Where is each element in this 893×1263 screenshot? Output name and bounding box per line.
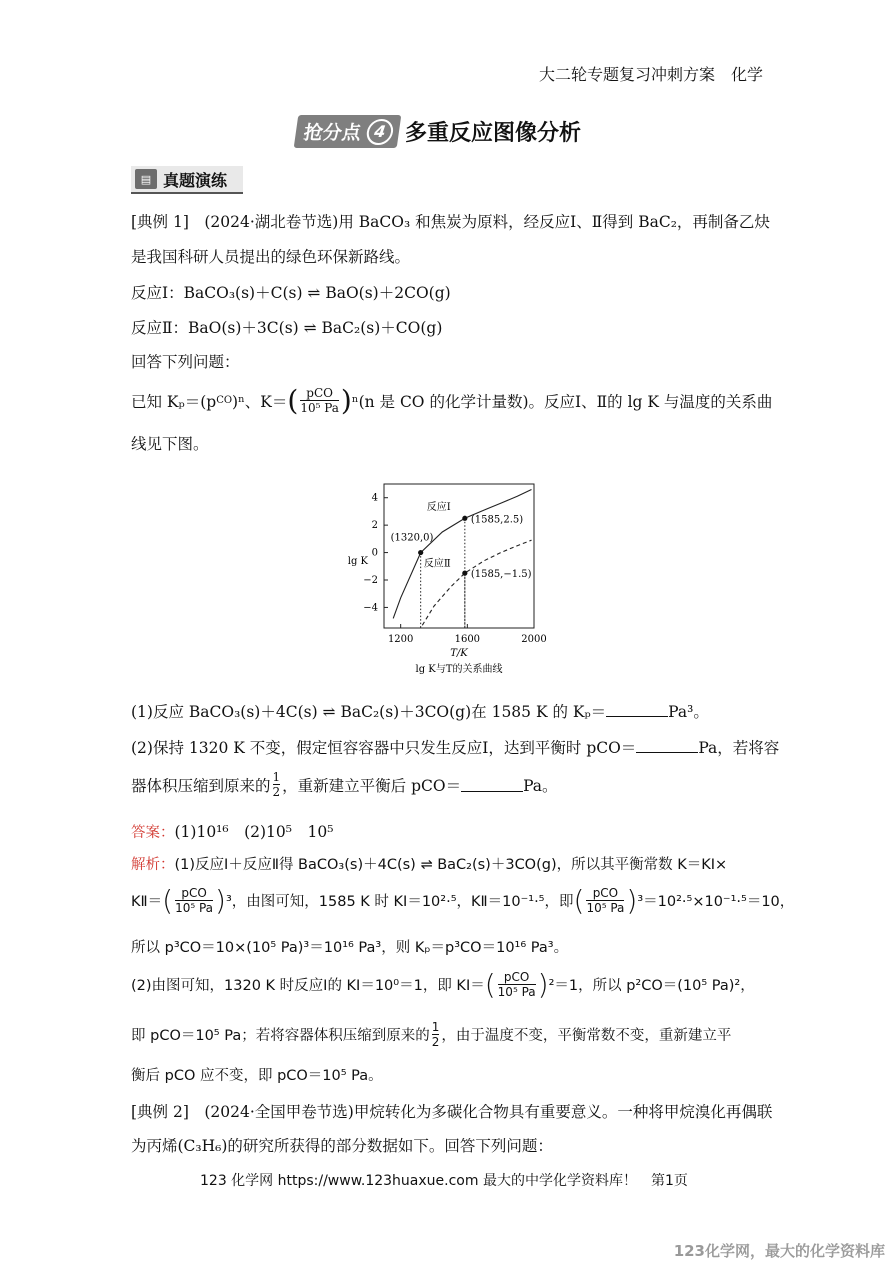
ex1-analysis-3: 所以 p³CO＝10×(10⁵ Pa)³＝10¹⁶ Pa³，则 Kₚ＝p³CO＝10¹⁶ Pa³。 <box>131 940 569 956</box>
analysis-2-c: ³＝10²·⁵×10⁻¹·⁵＝10， <box>637 894 795 910</box>
answer-text: (1)10¹⁶ (2)10⁵ 10⁵ <box>174 823 334 841</box>
q2-frac-den: 2 <box>272 785 281 799</box>
section-tag <box>131 166 243 194</box>
ex1-analysis-2 <box>131 884 794 917</box>
x-tick-label: 2000 <box>521 634 547 645</box>
answer-label: 答案： <box>131 825 175 841</box>
q1-unit: Pa³。 <box>668 703 709 721</box>
analysis-2-a: KⅡ＝ <box>131 894 163 910</box>
q1-text: (1)反应 BaCO₃(s)＋4C(s) ⇌ BaC₂(s)＋3CO(g)在 1585 K 的 Kₚ＝ <box>131 703 607 721</box>
a2b-den: 10⁵ Pa <box>586 901 625 915</box>
ex2-line-1: [典例 2] (2024·全国甲卷节选)甲烷转化为多碳化合物具有重要意义。一种将甲烷溴化再偶联 <box>131 1103 773 1121</box>
x-tick-label: 1600 <box>454 634 481 645</box>
ex1-analysis-5 <box>131 1020 731 1049</box>
known-sub: CO <box>216 395 233 406</box>
q2-blank-2 <box>461 777 523 792</box>
y-tick-label: −4 <box>363 602 378 614</box>
page-header: 大二轮专题复习冲刺方案 化学 <box>538 65 763 84</box>
x-axis-label: T/K <box>450 648 468 659</box>
analysis-2-frac-b <box>586 886 624 915</box>
a5-num: 1 <box>431 1020 440 1034</box>
ex1-analysis-4 <box>131 968 755 1001</box>
title-badge-number: 4 <box>365 118 395 144</box>
q2-frac-num: 1 <box>272 770 281 784</box>
known-part-c: )ⁿ、K＝ <box>232 392 288 411</box>
q2-text-c: 器体积压缩到原来的 <box>131 776 271 795</box>
series-line-1 <box>390 490 531 619</box>
watermark: 123化学网，最大的化学资料库 <box>673 1242 885 1260</box>
x-tick-label: 1200 <box>387 634 414 645</box>
data-point <box>418 550 423 555</box>
q2-fraction <box>273 770 281 799</box>
known-part-a: 已知 Kₚ＝(p <box>131 392 217 411</box>
paren-left: ( <box>162 884 174 917</box>
q2-text-d: ，重新建立平衡后 pCO＝ <box>282 776 462 795</box>
y-tick-label: 0 <box>371 547 378 559</box>
paren-right: ) <box>626 884 638 917</box>
ex1-reaction-2: 反应Ⅱ：BaO(s)＋3C(s) ⇌ BaC₂(s)＋CO(g) <box>131 319 443 337</box>
ex1-analysis-1 <box>131 853 727 874</box>
analysis-4-a: (2)由图可知，1320 K 时反应Ⅰ的 KⅠ＝10⁰＝1，即 KⅠ＝ <box>131 978 485 994</box>
analysis-5-frac <box>432 1020 440 1049</box>
known-fraction <box>300 386 339 415</box>
lgk-chart <box>340 478 550 678</box>
section-tag-label: 真题演练 <box>163 170 228 190</box>
series-label-1: 反应Ⅰ <box>426 502 451 514</box>
ex1-q2 <box>131 736 779 758</box>
a2b-num: pCO <box>592 886 619 900</box>
ex1-q1 <box>131 700 709 722</box>
paren-left: ( <box>484 968 496 1001</box>
a5-den: 2 <box>431 1035 440 1049</box>
y-tick-label: 4 <box>371 492 378 504</box>
q2-unit-1: Pa，若将容 <box>698 739 780 757</box>
analysis-5-b: ，由于温度不变，平衡常数不变，重新建立平 <box>441 1028 732 1044</box>
ex1-analysis-6: 衡后 pCO 应不变，即 pCO＝10⁵ Pa。 <box>131 1068 383 1084</box>
analysis-2-b: ³，由图可知，1585 K 时 KⅠ＝10²·⁵，KⅡ＝10⁻¹·⁵，即 <box>225 894 574 910</box>
data-point <box>462 571 467 576</box>
frac-den: 10⁵ Pa <box>300 401 339 415</box>
q2-blank-1 <box>636 738 698 753</box>
ex2-line-2: 为丙烯(C₃H₆)的研究所获得的部分数据如下。回答下列问题： <box>131 1137 553 1155</box>
frac-num: pCO <box>306 386 333 400</box>
q2-text: (2)保持 1320 K 不变，假定恒容容器中只发生反应Ⅰ，达到平衡时 pCO＝ <box>131 739 637 757</box>
ex1-answer <box>131 820 333 842</box>
point-label: (1585,2.5) <box>470 514 524 526</box>
title-badge-label: 抢分点 <box>302 121 363 144</box>
analysis-5-a: 即 pCO＝10⁵ Pa；若将容器体积压缩到原来的 <box>131 1028 430 1044</box>
paren-left: ( <box>573 884 585 917</box>
series-line-2 <box>422 540 531 625</box>
point-label: (1585,−1.5) <box>470 569 532 581</box>
analysis-4-b: ²＝1，所以 p²CO＝(10⁵ Pa)²， <box>548 978 755 994</box>
ex1-reaction-1: 反应Ⅰ：BaCO₃(s)＋C(s) ⇌ BaO(s)＋2CO(g) <box>131 284 451 302</box>
a4-num: pCO <box>503 970 530 984</box>
y-tick-label: 2 <box>371 520 378 532</box>
analysis-1: (1)反应Ⅰ＋反应Ⅱ得 BaCO₃(s)＋4C(s) ⇌ BaC₂(s)＋3CO(g)，所以其平衡常数 K＝KⅠ× <box>174 857 728 873</box>
ex1-known-line2: 线见下图。 <box>131 435 209 453</box>
ex1-known <box>131 384 772 417</box>
y-tick-label: −2 <box>363 575 378 586</box>
book-icon: ▤ <box>135 169 157 189</box>
data-point <box>462 516 467 521</box>
title-text: 多重反应图像分析 <box>405 120 582 146</box>
known-part-d: ⁿ(n 是 CO 的化学计量数)。反应Ⅰ、Ⅱ的 lg K 与温度的关系曲 <box>351 392 773 411</box>
paren-right: ) <box>340 384 352 417</box>
a2-num: pCO <box>181 886 207 900</box>
ex1-q2-cont <box>131 770 558 799</box>
section-title <box>296 112 581 150</box>
y-axis-label: lg K <box>347 555 368 567</box>
series-label-2: 反应Ⅱ <box>423 558 451 570</box>
a2-den: 10⁵ Pa <box>175 901 214 915</box>
q1-blank <box>606 702 668 717</box>
ex1-prompt: 回答下列问题： <box>131 353 240 371</box>
paren-right: ) <box>537 968 549 1001</box>
analysis-4-frac <box>498 970 536 999</box>
chart-frame <box>384 484 534 628</box>
paren-right: ) <box>215 884 226 917</box>
a4-den: 10⁵ Pa <box>497 985 536 999</box>
analysis-2-frac <box>175 886 213 915</box>
chart-title: lg K与T的关系曲线 <box>415 664 503 675</box>
point-label: (1320,0) <box>390 532 434 544</box>
page-footer: 123 化学网 https://www.123huaxue.com 最大的中学化学资料库！ 第1页 <box>200 1173 688 1189</box>
title-badge <box>294 115 402 148</box>
ex1-line-1: [典例 1] (2024·湖北卷节选)用 BaCO₃ 和焦炭为原料，经反应Ⅰ、Ⅱ得到 BaC₂，再制备乙炔 <box>131 213 770 231</box>
paren-left: ( <box>287 384 299 417</box>
q2-unit-2: Pa。 <box>523 776 558 795</box>
ex1-line-2: 是我国科研人员提出的绿色环保新路线。 <box>131 248 411 266</box>
analysis-label: 解析： <box>131 857 175 873</box>
